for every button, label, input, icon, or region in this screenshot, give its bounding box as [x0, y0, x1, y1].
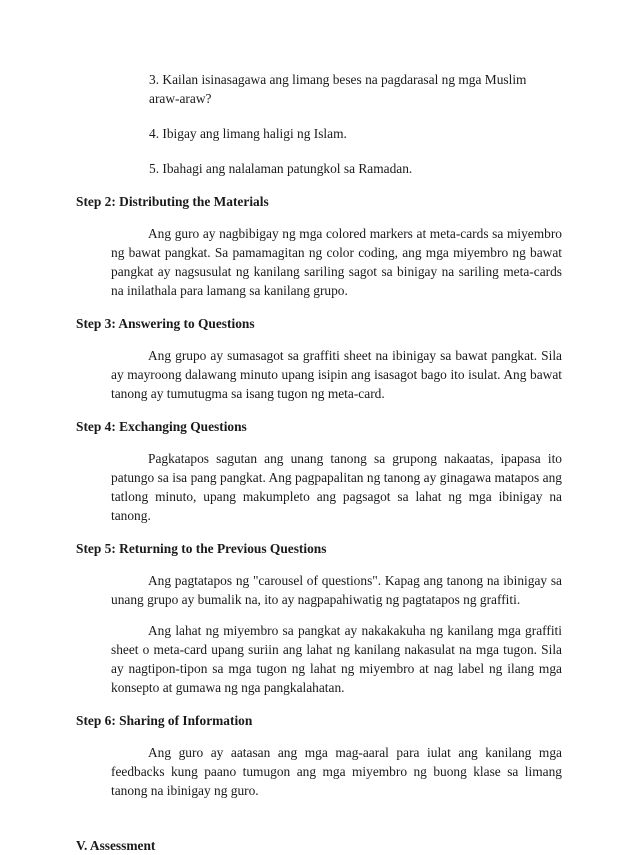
step-5-body	[111, 571, 562, 697]
step-2-body	[111, 224, 562, 300]
question-text: Ibigay ang limang haligi ng Islam.	[162, 126, 347, 141]
step-6-heading: Step 6: Sharing of Information	[76, 713, 253, 728]
step-2-heading: Step 2: Distributing the Materials	[76, 194, 269, 209]
step-4-heading: Step 4: Exchanging Questions	[76, 419, 247, 434]
step-3-heading: Step 3: Answering to Questions	[76, 316, 255, 331]
step-6-paragraph: Ang guro ay aatasan ang mga mag-aaral para iulat ang kanilang mga feedbacks kung paano tumugon ang mga miyembro ng buong klase sa limang tanong na ibinigay ng guro.	[111, 745, 562, 798]
question-number: 3.	[149, 72, 160, 87]
question-list	[149, 70, 556, 178]
question-item	[149, 70, 556, 108]
question-item	[149, 124, 556, 143]
assessment-heading: V. Assessment	[76, 838, 156, 853]
step-3-body	[111, 346, 562, 403]
step-6-body	[111, 743, 562, 800]
step-4-paragraph: Pagkatapos sagutan ang unang tanong sa grupong nakaatas, ipapasa ito patungo sa isa pang pangkat. Ang pagpapalitan ng tanong ay ginagawa matapos ang tatlong minuto, upang makumpleto ang pagsagot sa lahat ng mga ibinigay na tanong.	[111, 451, 562, 523]
step-4-body	[111, 449, 562, 525]
step-5-paragraph-1: Ang pagtatapos ng "carousel of questions". Kapag ang tanong na ibinigay sa unang grupo ay bumalik na, ito ay nagpapahiwatig ng pagtatapos ng graffiti.	[111, 573, 562, 607]
step-3-paragraph: Ang grupo ay sumasagot sa graffiti sheet na ibinigay sa bawat pangkat. Sila ay mayroong dalawang minuto upang isipin ang isasagot bago ito isulat. Ang bawat tanong ay tumutugma sa isang tugon ng meta-card.	[111, 348, 562, 401]
question-number: 5.	[149, 161, 160, 176]
step-5-heading: Step 5: Returning to the Previous Questions	[76, 541, 327, 556]
question-item	[149, 159, 556, 178]
question-text: Ibahagi ang nalalaman patungkol sa Ramadan.	[162, 161, 413, 176]
step-5-paragraph-2: Ang lahat ng miyembro sa pangkat ay nakakakuha ng kanilang mga graffiti sheet o meta-card upang suriin ang lahat ng kanilang nakasulat na mga tugon. Sila ay nagtipon-tipon sa mga tugon ng lahat ng miyembro at nag label ng ilang mga konsepto at gumawa ng nga pangkalahatan.	[111, 623, 562, 695]
step-2-paragraph: Ang guro ay nagbibigay ng mga colored markers at meta-cards sa miyembro ng bawat pangkat. Sa pamamagitan ng color coding, ang mga miyembro ng bawat pangkat ay nagsusulat ng kanilang sariling sagot sa binigay na sariling meta-cards na inilathala para lamang sa kanilang grupo.	[111, 226, 562, 298]
question-text: Kailan isinasagawa ang limang beses na pagdarasal ng mga Muslim araw-araw?	[149, 72, 527, 106]
question-number: 4.	[149, 126, 160, 141]
